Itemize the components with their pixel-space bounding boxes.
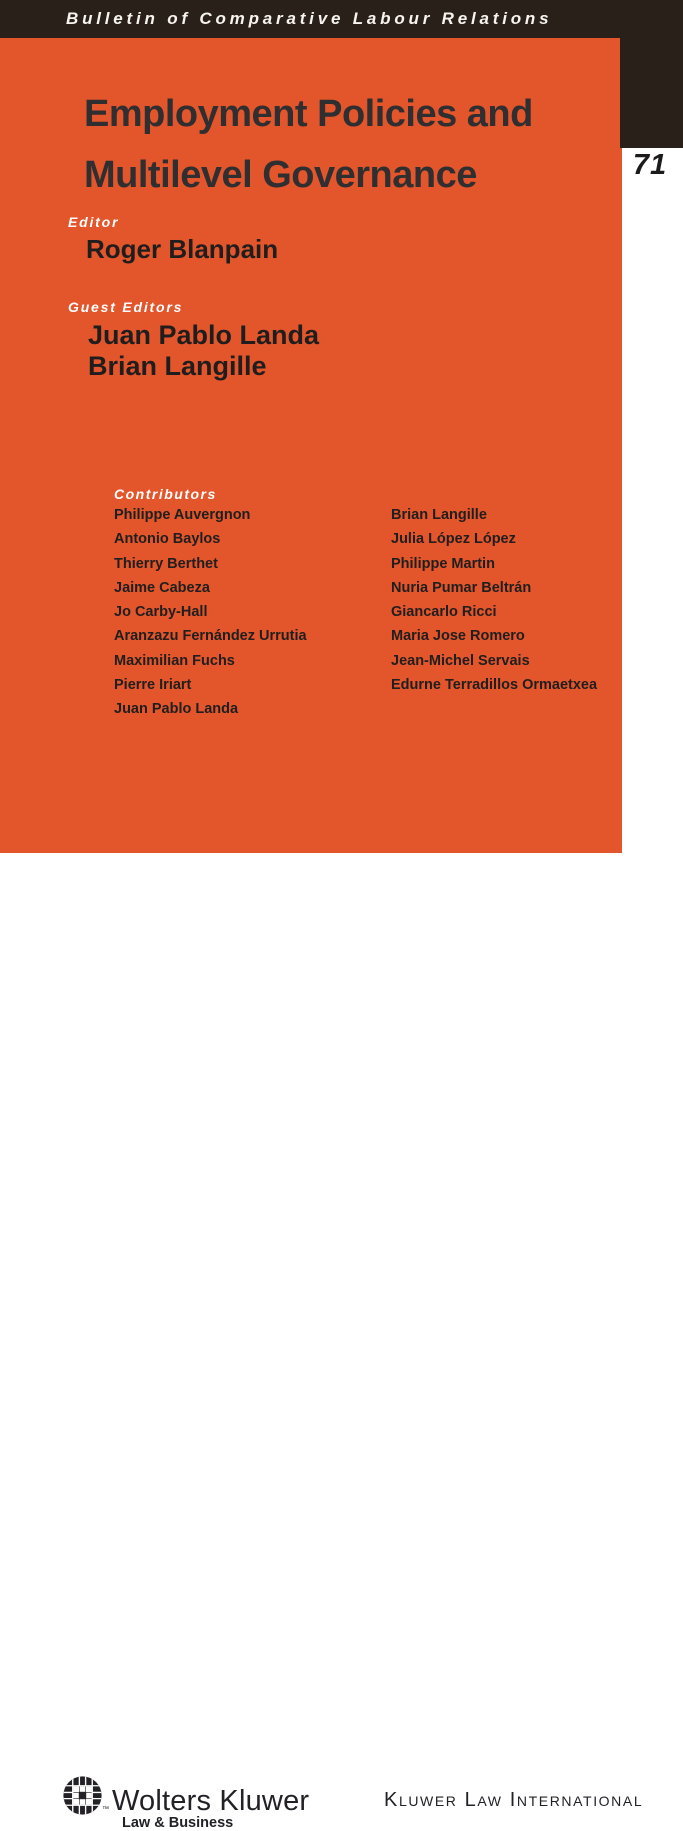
contributor-name: Thierry Berthet bbox=[114, 555, 218, 572]
contributor-name: Philippe Martin bbox=[391, 555, 495, 572]
volume-number: 71 bbox=[632, 149, 668, 181]
contributors-label: Contributors bbox=[114, 486, 217, 502]
wolters-kluwer-wordmark: Wolters Kluwer bbox=[112, 1785, 310, 1817]
contributor-name: Brian Langille bbox=[391, 507, 487, 523]
contributor-name: Aranzazu Fernández Urrutia bbox=[114, 628, 307, 645]
series-banner-bar bbox=[0, 0, 683, 38]
contributor-name: Giancarlo Ricci bbox=[391, 604, 497, 620]
contributor-name: Pierre Iriart bbox=[114, 676, 192, 693]
contributor-name: Antonio Baylos bbox=[114, 531, 221, 548]
editor-name: Roger Blanpain bbox=[86, 234, 279, 264]
contributor-name: Jean-Michel Servais bbox=[391, 652, 530, 669]
contributor-name: Juan Pablo Landa bbox=[114, 701, 239, 717]
kluwer-law-international-wordmark: Kluwer Law International bbox=[384, 1789, 644, 1811]
guest-editors-label: Guest Editors bbox=[68, 299, 184, 315]
wolters-kluwer-tagline: Law & Business bbox=[122, 1815, 234, 1831]
contributor-name: Maria Jose Romero bbox=[391, 628, 525, 645]
contributor-name: Maximilian Fuchs bbox=[114, 652, 235, 669]
contributors-column-right bbox=[391, 503, 597, 697]
contributor-name: Jaime Cabeza bbox=[114, 579, 210, 596]
series-title: Bulletin of Comparative Labour Relations bbox=[66, 9, 553, 28]
guest-editors-names bbox=[88, 320, 319, 382]
guest-editor-name: Brian Langille bbox=[88, 351, 267, 381]
contributor-name: Philippe Auvergnon bbox=[114, 507, 251, 523]
contributor-name: Jo Carby-Hall bbox=[114, 604, 208, 620]
guest-editor-name: Juan Pablo Landa bbox=[88, 320, 320, 350]
corner-tab bbox=[620, 0, 683, 148]
contributor-name: Edurne Terradillos Ormaetxea bbox=[391, 676, 598, 693]
publisher-footer bbox=[0, 853, 683, 1831]
contributor-name: Nuria Pumar Beltrán bbox=[391, 579, 532, 596]
wolters-kluwer-globe-icon bbox=[63, 1776, 102, 1815]
book-title-line1: Employment Policies and bbox=[84, 93, 533, 135]
trademark-symbol: ™ bbox=[102, 1806, 109, 1813]
contributor-name: Julia López López bbox=[391, 531, 516, 548]
contributors-column-left bbox=[114, 503, 307, 721]
book-title-line2: Multilevel Governance bbox=[84, 154, 477, 196]
editor-label: Editor bbox=[68, 214, 120, 230]
book-title bbox=[84, 84, 533, 206]
